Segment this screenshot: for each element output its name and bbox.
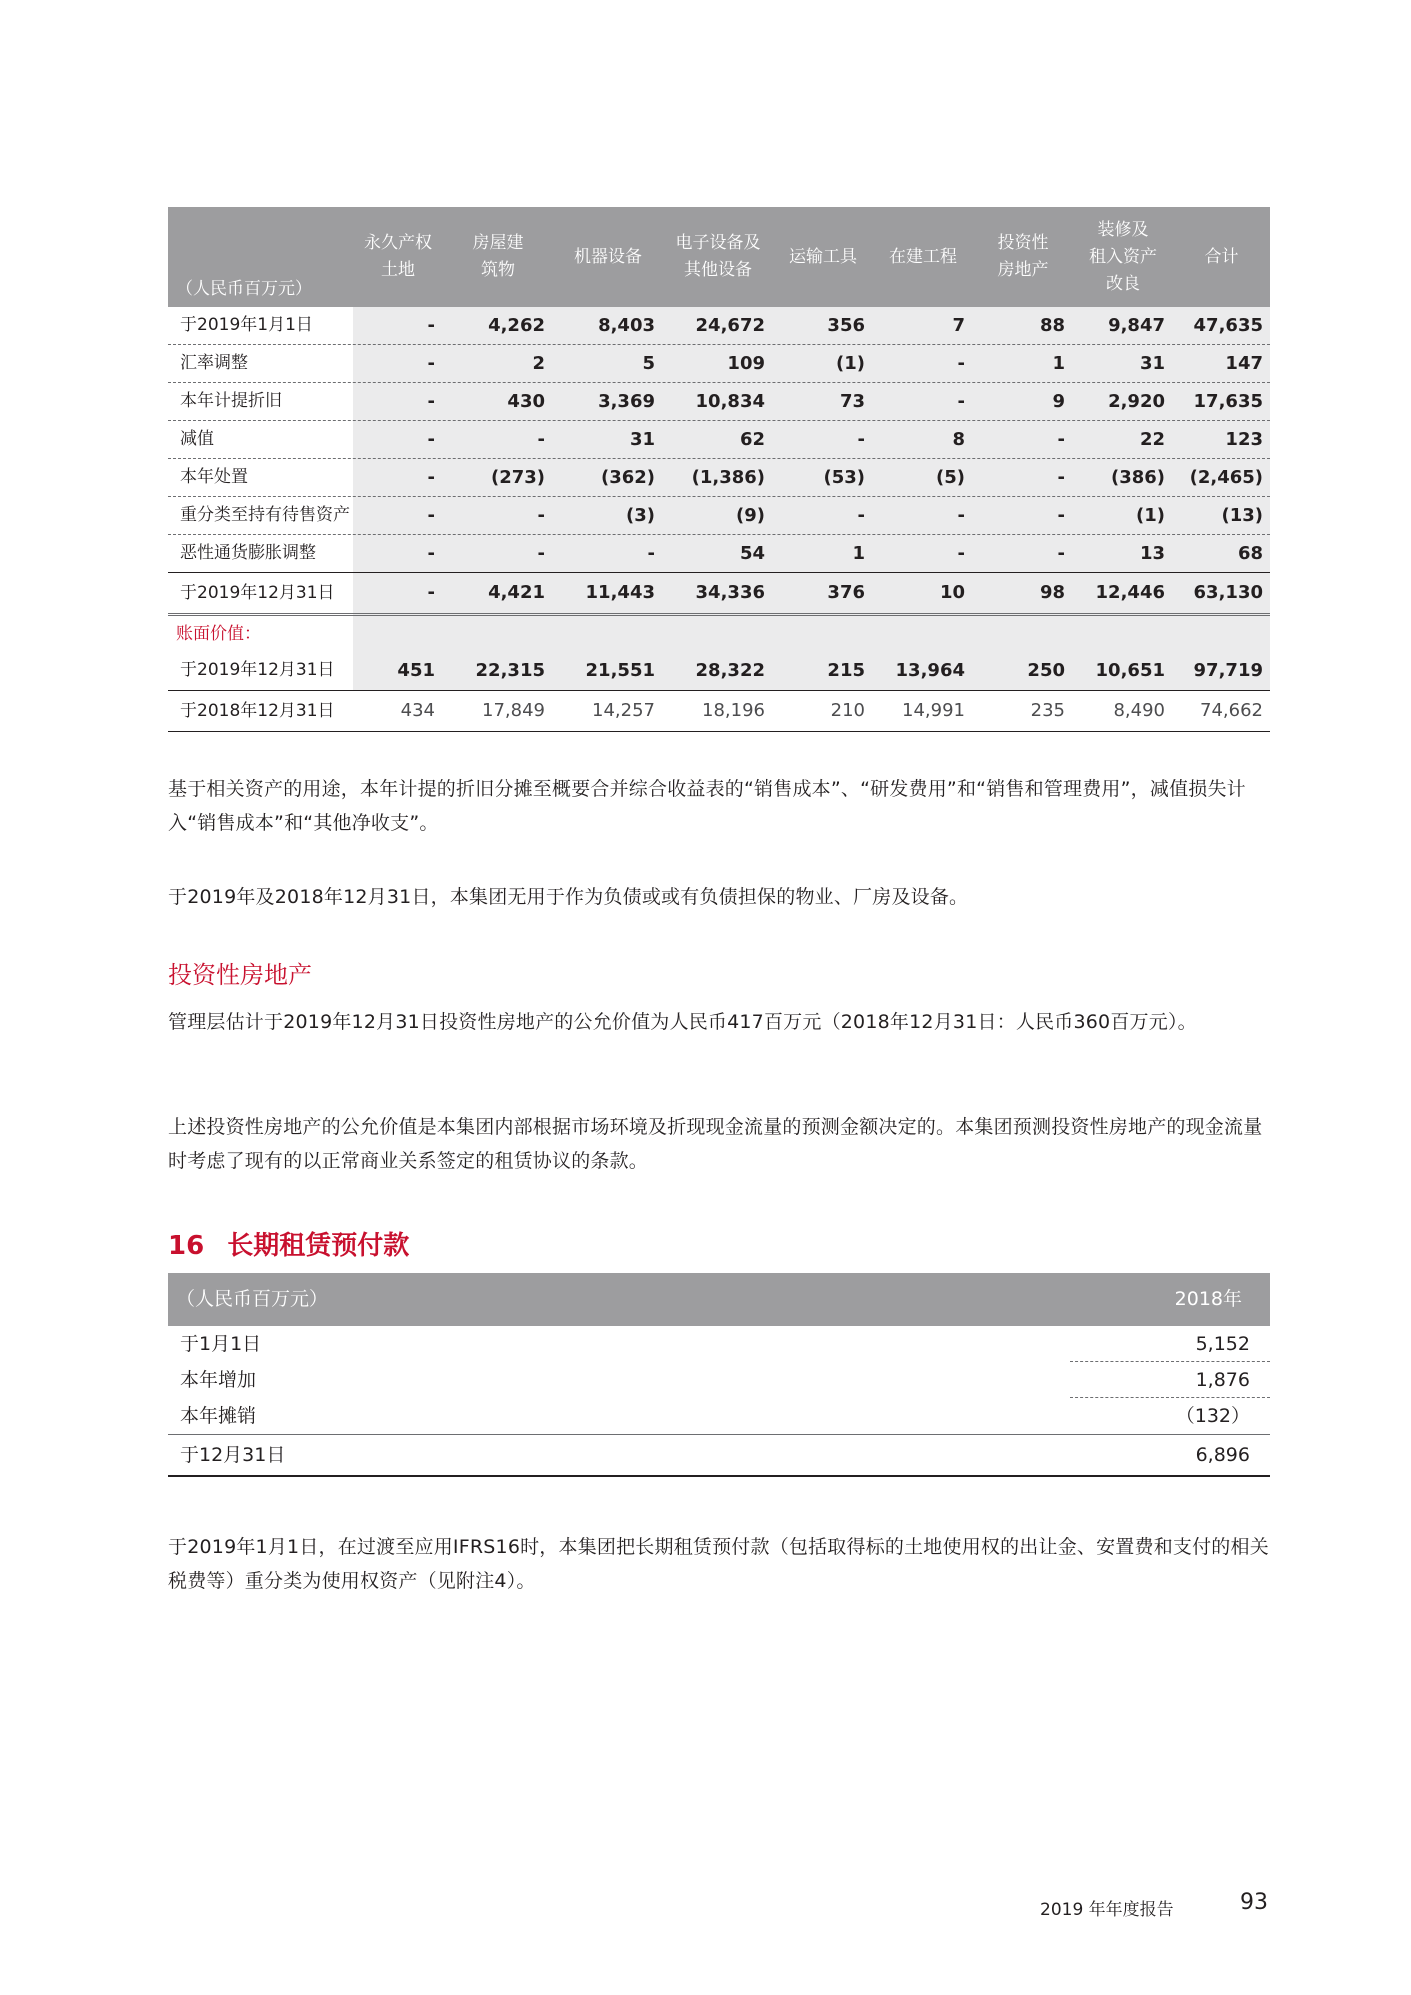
table-cell: 18,196	[702, 700, 765, 721]
table-cell: 5	[642, 353, 655, 374]
table-cell: -	[537, 429, 545, 450]
table-cell: (1)	[1136, 505, 1165, 526]
col-header-investment-property: 投资性 房地产	[997, 233, 1049, 280]
book-value-2019-row: 于2019年12月31日 451 22,315 21,551 28,322 215 13,964 250 10,651 97,719	[168, 652, 1270, 691]
table-cell: 97,719	[1193, 660, 1263, 681]
table-row: 恶性通货膨胀调整 - - - 54 1 - - 13 68	[168, 535, 1270, 573]
table-cell: 22	[1139, 429, 1165, 450]
table-cell: 24,672	[695, 315, 765, 336]
footer-report-title: 2019 年年度报告	[1040, 1900, 1174, 1920]
col-header-leasehold: 装修及 租入资产 改良	[1089, 219, 1157, 294]
table-cell: -	[1057, 467, 1065, 488]
table-cell: 12,446	[1095, 582, 1165, 603]
table-cell: 4,421	[488, 582, 545, 603]
table-cell: (362)	[600, 467, 655, 488]
table-cell: 210	[830, 700, 865, 721]
table-cell: -	[1057, 429, 1065, 450]
table-cell: 235	[1030, 700, 1065, 721]
paragraph-depreciation-allocation: 基于相关资产的用途，本年计提的折旧分摊至概要合并综合收益表的“销售成本”、“研发费用”和“销售和管理费用”，减值损失计入“销售成本”和“其他净收支”。	[168, 778, 1246, 834]
table-cell: -	[857, 505, 865, 526]
table-cell: (273)	[490, 467, 545, 488]
page-number: 93	[1240, 1890, 1268, 1915]
table-cell: 31	[1139, 353, 1165, 374]
table-cell: 22,315	[475, 660, 545, 681]
table-cell: 2,920	[1108, 391, 1165, 412]
table-cell: 14,257	[592, 700, 655, 721]
table-cell: 31	[629, 429, 655, 450]
table-cell: 10	[939, 582, 965, 603]
table-cell: (53)	[823, 467, 865, 488]
table-cell: 215	[827, 660, 865, 681]
table-cell: (13)	[1221, 505, 1263, 526]
table-cell: 14,991	[902, 700, 965, 721]
table-cell: -	[1057, 543, 1065, 564]
paragraph-no-pledge: 于2019年及2018年12月31日，本集团无用于作为负债或或有负债担保的物业、厂房及设备。	[168, 886, 969, 908]
table-header	[168, 207, 1270, 307]
table-cell: 8	[952, 429, 965, 450]
table-cell: -	[427, 429, 435, 450]
table-header	[168, 1273, 1270, 1326]
table-cell: (1)	[836, 353, 865, 374]
table-cell: 376	[827, 582, 865, 603]
col-header-buildings: 房屋建 筑物	[472, 233, 524, 280]
table-cell: 13	[1139, 543, 1165, 564]
table-cell: (2,465)	[1189, 467, 1263, 488]
section-number: 16	[168, 1231, 205, 1261]
table-cell: -	[427, 505, 435, 526]
table-cell: 63,130	[1193, 582, 1263, 603]
unit-label: （人民币百万元）	[176, 1288, 329, 1310]
table-cell: 8,490	[1113, 700, 1165, 721]
table-cell: 430	[507, 391, 545, 412]
book-value-label-row	[168, 616, 1270, 652]
paragraph-fair-value-method: 上述投资性房地产的公允价值是本集团内部根据市场环境及折现现金流量的预测金额决定的。本集团预测投资性房地产的现金流量时考虑了现有的以正常商业关系签定的租赁协议的条款。	[168, 1116, 1263, 1172]
paragraph-ifrs16: 于2019年1月1日，在过渡至应用IFRS16时，本集团把长期租赁预付款（包括取得标的土地使用权的出让金、安置费和支付的相关税费等）重分类为使用权资产（见附注4）。	[168, 1536, 1269, 1592]
table-cell: 34,336	[695, 582, 765, 603]
table-cell: 10,834	[695, 391, 765, 412]
table-cell: 21,551	[585, 660, 655, 681]
section-title: 长期租赁预付款	[227, 1231, 410, 1261]
table-cell: 7	[952, 315, 965, 336]
col-header-machinery: 机器设备	[574, 246, 642, 267]
table-cell: 434	[400, 700, 435, 721]
table-cell: -	[427, 467, 435, 488]
table-row: 汇率调整 - 2 5 109 (1) - 1 31 147	[168, 345, 1270, 383]
col-header-vehicles: 运输工具	[789, 246, 857, 267]
col-header-freehold-land: 永久产权 土地	[364, 233, 432, 280]
book-value-2018-row: 于2018年12月31日 434 17,849 14,257 18,196 210 14,991 235 8,490 74,662	[168, 691, 1270, 732]
table-row: 本年增加 1,876	[168, 1362, 1270, 1398]
table-row: 于2019年1月1日 - 4,262 8,403 24,672 356 7 88 9,847 47,635	[168, 307, 1270, 345]
section-heading	[168, 1225, 409, 1262]
table-cell: -	[427, 315, 435, 336]
table-cell: 147	[1225, 353, 1263, 374]
paragraph-fair-value: 管理层估计于2019年12月31日投资性房地产的公允价值为人民币417百万元（2018年12月31日：人民币360百万元）。	[168, 1011, 1197, 1033]
table-cell: 9	[1052, 391, 1065, 412]
table-cell: -	[857, 429, 865, 450]
table-row: 于1月1日 5,152	[168, 1326, 1270, 1362]
table-cell: 451	[397, 660, 435, 681]
table-cell: 10,651	[1095, 660, 1165, 681]
table-cell: 2	[532, 353, 545, 374]
total-row: 于2019年12月31日 - 4,421 11,443 34,336 376 10 98 12,446 63,130	[168, 573, 1270, 616]
table-cell: 62	[739, 429, 765, 450]
unit-label: （人民币百万元）	[176, 279, 312, 299]
table-cell: 4,262	[488, 315, 545, 336]
table-cell: -	[427, 582, 435, 603]
table-cell: 17,635	[1193, 391, 1263, 412]
table-cell: -	[537, 543, 545, 564]
table-cell: -	[957, 505, 965, 526]
table-row: 本年处置 - (273) (362) (1,386) (53) (5) - (386) (2,465)	[168, 459, 1270, 497]
table-cell: 98	[1039, 582, 1065, 603]
table-cell: 8,403	[598, 315, 655, 336]
table-cell: -	[957, 391, 965, 412]
table-cell: -	[647, 543, 655, 564]
table-cell: 250	[1027, 660, 1065, 681]
table-cell: -	[427, 543, 435, 564]
col-header-construction: 在建工程	[889, 246, 957, 267]
table-cell: -	[537, 505, 545, 526]
table-cell: -	[957, 353, 965, 374]
table-cell: (1,386)	[691, 467, 765, 488]
table-row: 减值 - - 31 62 - 8 - 22 123	[168, 421, 1270, 459]
table-cell: 74,662	[1200, 700, 1263, 721]
table-cell: 47,635	[1193, 315, 1263, 336]
col-header-total: 合计	[1204, 246, 1239, 267]
table-row: 本年计提折旧 - 430 3,369 10,834 73 - 9 2,920 17,635	[168, 383, 1270, 421]
table-row: 重分类至持有待售资产 - - (3) (9) - - - (1) (13)	[168, 497, 1270, 535]
table-cell: (3)	[626, 505, 655, 526]
investment-property-heading: 投资性房地产	[168, 961, 312, 989]
table-cell: 1	[852, 543, 865, 564]
table-cell: 68	[1237, 543, 1263, 564]
table-cell: 1	[1052, 353, 1065, 374]
table-cell: (5)	[936, 467, 965, 488]
table-cell: 13,964	[895, 660, 965, 681]
table-cell: 123	[1225, 429, 1263, 450]
table-cell: 9,847	[1108, 315, 1165, 336]
table-cell: -	[1057, 505, 1065, 526]
depreciation-table	[168, 207, 1270, 732]
table-cell: (386)	[1110, 467, 1165, 488]
table-cell: 73	[839, 391, 865, 412]
table-cell: 356	[827, 315, 865, 336]
table-cell: 54	[739, 543, 765, 564]
table-cell: 17,849	[482, 700, 545, 721]
table-cell: 88	[1039, 315, 1065, 336]
table-cell: 3,369	[598, 391, 655, 412]
table-cell: 11,443	[585, 582, 655, 603]
lease-prepayment-table	[168, 1273, 1270, 1477]
year-header: 2018年	[1174, 1288, 1242, 1310]
table-cell: -	[957, 543, 965, 564]
table-cell: (9)	[736, 505, 765, 526]
total-row: 于12月31日 6,896	[168, 1435, 1270, 1477]
table-cell: 109	[727, 353, 765, 374]
table-cell: -	[427, 391, 435, 412]
table-row: 本年摊销 （132）	[168, 1398, 1270, 1435]
book-value-label: 账面价值：	[176, 624, 261, 644]
col-header-electronic: 电子设备及 其他设备	[675, 233, 761, 280]
table-cell: 28,322	[695, 660, 765, 681]
table-cell: -	[427, 353, 435, 374]
